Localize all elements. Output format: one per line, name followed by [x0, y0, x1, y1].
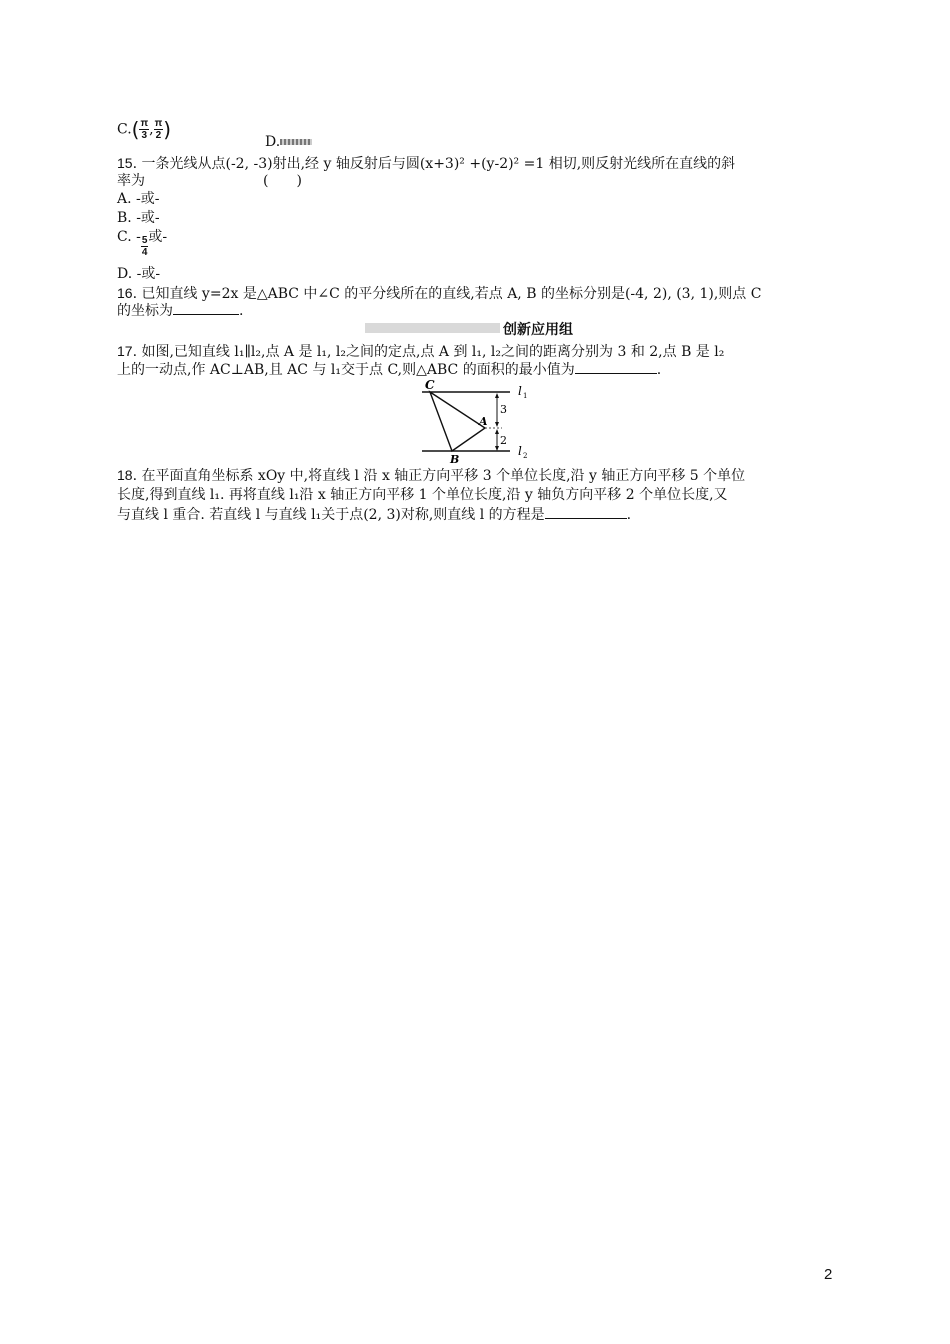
distance-3: 3 [500, 403, 507, 416]
section-title: 创新应用组 [503, 322, 573, 338]
arrow-head-icon [495, 393, 499, 398]
label-b: B [450, 453, 460, 465]
arrow-head-icon [495, 422, 499, 427]
q14-option-c [117, 118, 171, 141]
triangle-abc [430, 392, 485, 451]
option-c-label: C. - [117, 229, 141, 245]
page-number: 2 [824, 1266, 833, 1283]
answer-paren: ( ) [263, 173, 302, 189]
q17-line1 [117, 342, 724, 361]
arrow-head-icon [495, 429, 499, 434]
q16-line1 [117, 284, 761, 303]
frac-numerator: π [140, 118, 149, 129]
question-text: . 一条光线从点(-2, -3)射出,经 y 轴反射后与圆(x+3)² +(y-2)² =1 相切,则反射光线所在直线的斜 [132, 156, 736, 172]
period: . [656, 362, 662, 378]
question-number: 15 [117, 155, 133, 171]
answer-blank[interactable] [575, 361, 657, 374]
section-bar [365, 323, 500, 333]
option-c-label: C. [117, 121, 132, 138]
frac-denominator: 4 [141, 247, 148, 258]
label-c: C [425, 378, 435, 392]
q18-line1 [117, 466, 745, 485]
question-text: 与直线 l 重合. 若直线 l 与直线 l₁关于点(2, 3)对称,则直线 l 的方程是 [117, 507, 545, 523]
q15-option-c [117, 228, 167, 258]
question-number: 18 [117, 467, 133, 483]
q15-line2 [117, 172, 302, 190]
label-l1-sub: 1 [523, 392, 528, 400]
open-paren: ( [131, 117, 140, 142]
frac-numerator: 5 [141, 235, 148, 246]
label-a: A [479, 415, 488, 428]
q14-option-d [265, 133, 312, 151]
frac-denominator: 3 [141, 130, 148, 141]
question-text: . 已知直线 y=2x 是△ABC 中∠C 的平分线所在的直线,若点 A, B 的坐标分别是(-4, 2), (3, 1),则点 C [132, 286, 762, 302]
question-text: 率为 [117, 173, 145, 189]
fraction-pi-2 [154, 118, 164, 141]
question-text: 上的一动点,作 AC⊥AB,且 AC 与 l₁交于点 C,则△ABC 的面积的最小值为 [117, 362, 575, 378]
answer-blank[interactable] [173, 302, 239, 315]
close-paren: ) [163, 117, 172, 142]
q15-line1 [117, 154, 735, 173]
answer-blank[interactable] [545, 506, 627, 519]
question-number: 17 [117, 343, 133, 359]
separator: , [149, 121, 154, 138]
option-d-label: D. [265, 134, 281, 150]
geometry-figure [418, 375, 538, 465]
q16-line2 [117, 302, 243, 320]
option-d-image [280, 139, 312, 145]
question-text: 的坐标为 [117, 303, 173, 319]
frac-numerator: π [154, 118, 163, 129]
option-c-suffix: 或- [148, 229, 168, 245]
period: . [626, 507, 632, 523]
q18-line2: 长度,得到直线 l₁. 再将直线 l₁沿 x 轴正方向平移 1 个单位长度,沿 y 轴负方向平移 2 个单位长度,又 [117, 487, 728, 503]
question-text: . 如图,已知直线 l₁∥l₂,点 A 是 l₁, l₂之间的定点,点 A 到 l₁, l₂之间的距离分别为 3 和 2,点 B 是 l₂ [132, 344, 725, 360]
label-l1: l [518, 384, 522, 398]
period: . [239, 303, 244, 319]
q15-option-a: A. -或- [117, 191, 160, 207]
fraction-pi-3 [139, 118, 149, 141]
q15-option-d: D. -或- [117, 266, 161, 282]
distance-2: 2 [500, 434, 507, 447]
q17-line2 [117, 361, 661, 379]
q18-line3 [117, 506, 631, 524]
label-l2-sub: 2 [523, 452, 528, 460]
question-number: 16 [117, 285, 133, 301]
frac-denominator: 2 [155, 130, 162, 141]
label-l2: l [518, 444, 522, 458]
question-text: . 在平面直角坐标系 xOy 中,将直线 l 沿 x 轴正方向平移 3 个单位长度,沿 y 轴正方向平移 5 个单位 [132, 468, 746, 484]
q15-option-b: B. -或- [117, 210, 160, 226]
